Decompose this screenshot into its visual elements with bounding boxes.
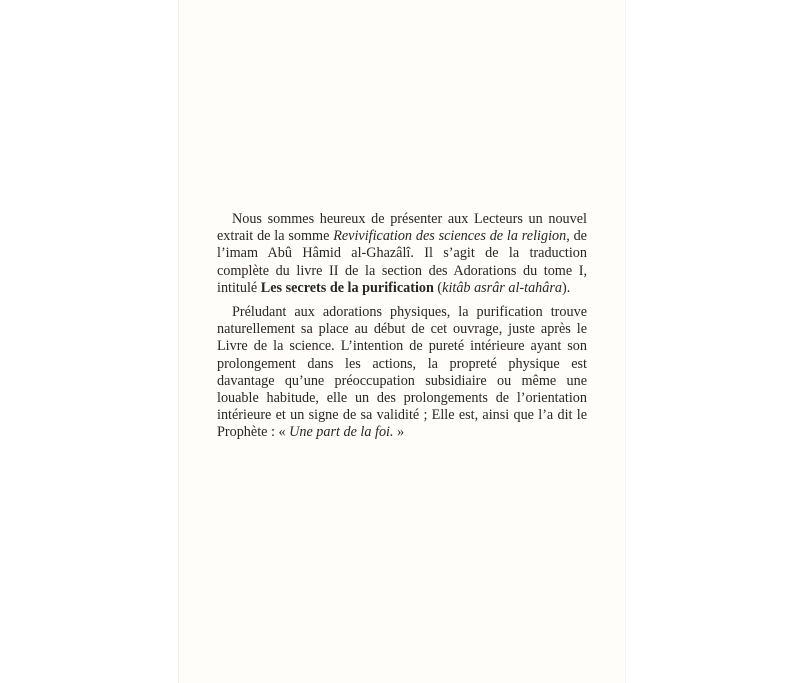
- paragraph-introduction-text-1: Nous sommes heureux de présenter aux Lecteurs un nouvel extrait de la somme: [217, 211, 587, 245]
- paragraph-introduction-text-3: (: [433, 279, 443, 296]
- paragraph-introduction-text-2: , de l’imam Abû Hâmid al-Ghazâlî. Il s’agit de la traduction complète du livre II de la section des Adorations du tome I, intitulé: [217, 228, 587, 296]
- work-title: Revivification des sciences de la religion: [333, 228, 567, 245]
- book-title: Les secrets de la purification: [260, 279, 434, 296]
- introduction-text: [217, 211, 587, 442]
- book-page: [178, 0, 626, 683]
- paragraph-introduction-text-4: ).: [561, 279, 571, 296]
- paragraph-purification: [217, 304, 587, 442]
- paragraph-purification-text-2: »: [393, 424, 405, 441]
- prophet-quote: Une part de la foi.: [289, 424, 394, 441]
- paragraph-introduction: [217, 211, 587, 297]
- paragraph-purification-text-1: Préludant aux adorations physiques, la purification trouve naturellement sa place au début de cet ouvrage, juste après le Livre de la science. L’intention de pureté intérieure ayant son prolongement dans les actions, la propreté physique est davantage qu’une préoccupation subsidiaire ou même une louable habitude, elle un des prolongements de l’orientation intérieure et un signe de sa validité ; Elle est, ainsi que l’a dit le Prophète : «: [217, 304, 587, 441]
- arabic-title: kitâb asrâr al-tahâra: [442, 279, 562, 296]
